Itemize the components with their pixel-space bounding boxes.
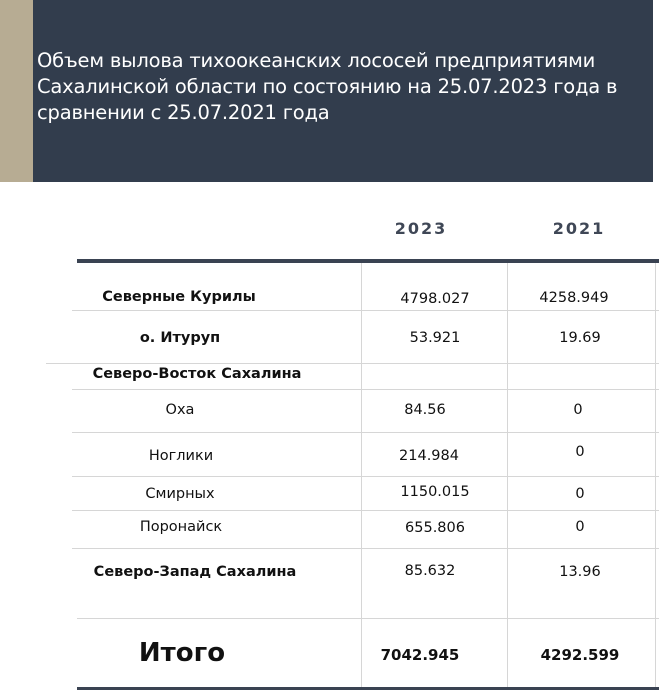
cell-2023: 85.632 xyxy=(404,563,456,579)
cell-2021: 0 xyxy=(575,444,585,460)
cell-2023: 4798.027 xyxy=(400,291,470,307)
grid-hline xyxy=(72,476,659,477)
grid-vline xyxy=(361,263,362,687)
grid-hline xyxy=(72,432,659,433)
row-label: Ноглики xyxy=(148,448,214,464)
cell-2023: 214.984 xyxy=(399,448,459,464)
cell-2021: 0 xyxy=(575,486,585,502)
row-label: Северные Курилы xyxy=(102,289,256,305)
total-2023: 7042.945 xyxy=(380,646,460,664)
row-label: Смирных xyxy=(145,486,215,502)
cell-2023: 84.56 xyxy=(404,402,446,418)
cell-2021: 19.69 xyxy=(559,330,601,346)
grid-hline xyxy=(77,618,659,619)
header-rule xyxy=(77,259,659,263)
grid-vline xyxy=(507,263,508,687)
grid-hline xyxy=(72,310,659,311)
row-label: Оха xyxy=(165,402,195,418)
page-title: Объем вылова тихоокеанских лососей предприятиями Сахалинской области по состоянию на 25.07.2023 года в сравнении с 25.07.2021 года xyxy=(37,49,618,124)
column-header-2021: 2021 xyxy=(552,219,606,238)
accent-bar xyxy=(0,0,33,182)
cell-2021: 0 xyxy=(573,402,583,418)
row-label: Северо-Запад Сахалина xyxy=(93,564,297,580)
column-header-2023: 2023 xyxy=(394,219,448,238)
grid-hline xyxy=(72,510,659,511)
cell-2021: 4258.949 xyxy=(539,290,609,306)
grid-hline xyxy=(72,389,659,390)
total-label: Итого xyxy=(138,638,226,668)
row-label: Северо-Восток Сахалина xyxy=(92,366,302,382)
grid-hline xyxy=(46,363,659,364)
cell-2021: 0 xyxy=(575,519,585,535)
grid-hline xyxy=(72,548,659,549)
row-label: о. Итуруп xyxy=(139,330,221,346)
cell-2023: 1150.015 xyxy=(400,484,470,500)
cell-2023: 655.806 xyxy=(405,520,465,536)
row-label: Поронайск xyxy=(139,519,223,535)
cell-2023: 53.921 xyxy=(409,330,461,346)
grid-vline xyxy=(655,263,656,687)
total-2021: 4292.599 xyxy=(540,646,620,664)
bottom-rule xyxy=(77,687,659,690)
cell-2021: 13.96 xyxy=(559,564,601,580)
